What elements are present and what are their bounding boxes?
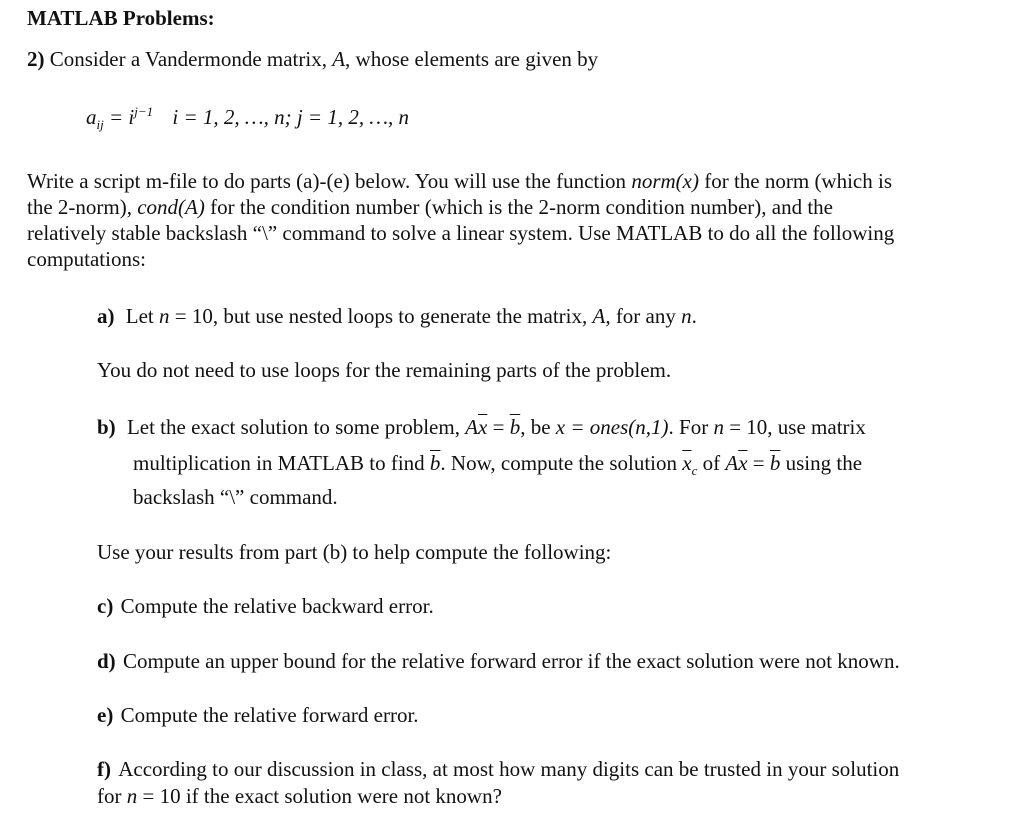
problem-number: 2) xyxy=(27,47,45,71)
matrix-symbol: A xyxy=(332,47,346,71)
no-loops-note: You do not need to use loops for the remaining parts of the problem. xyxy=(97,358,672,382)
vector-x-c: $\overline{x}$ xyxy=(682,451,692,475)
part-text: Let the exact solution to some problem, xyxy=(126,415,466,439)
part-text: of xyxy=(697,451,726,475)
vector-b: $\overline{b}$ xyxy=(769,451,781,475)
part-text: for xyxy=(97,784,127,808)
para-text: for the norm (which is xyxy=(698,169,893,193)
part-text: = 10, use matrix xyxy=(723,415,866,439)
part-text: Let xyxy=(125,304,159,328)
subscript-c: c xyxy=(691,463,698,479)
part-text: = xyxy=(747,451,770,475)
para-text: computations: xyxy=(27,247,146,271)
var-n: n xyxy=(681,304,692,328)
para-text: Write a script m-file to do parts (a)-(e) below. You will use the function xyxy=(27,169,632,193)
var-A: A xyxy=(592,304,606,328)
part-text: . For xyxy=(668,415,714,439)
part-d xyxy=(97,648,900,674)
part-text: using the xyxy=(780,451,863,475)
var-n: n xyxy=(126,784,138,808)
cond-function: cond(A) xyxy=(137,195,205,219)
var-n: n xyxy=(158,304,170,328)
part-text: Compute the relative backward error. xyxy=(120,594,434,618)
para-text: the 2-norm), xyxy=(27,195,138,219)
page-title: MATLAB Problems: xyxy=(27,6,215,30)
formula-exponent: j−1 xyxy=(134,104,154,119)
part-b xyxy=(97,414,866,440)
part-text: , be xyxy=(520,415,556,439)
part-label: b) xyxy=(97,415,116,439)
vector-x: $\overline{x}$ xyxy=(738,451,748,475)
vector-b: $\overline{b}$ xyxy=(429,451,441,475)
part-b-line-3: backslash “\” command. xyxy=(133,485,338,509)
part-a xyxy=(97,303,697,329)
part-label: f) xyxy=(97,757,111,781)
part-b-line-2 xyxy=(133,450,863,479)
part-c xyxy=(97,593,434,619)
formula-subscript: ij xyxy=(96,117,104,133)
problem-intro-tail: , whose elements are given by xyxy=(345,47,599,71)
problem-statement xyxy=(27,46,598,72)
var-A: A xyxy=(725,451,739,475)
part-label: e) xyxy=(97,703,114,727)
formula-lhs: a xyxy=(86,105,97,129)
formula-eq: = i xyxy=(103,105,135,129)
part-text: = 10, but use nested loops to generate the matrix, xyxy=(169,304,593,328)
instructions-paragraph xyxy=(27,168,1012,272)
part-f-line-2 xyxy=(97,783,502,809)
ones-expression: x = ones(n,1) xyxy=(555,415,669,439)
part-text: . xyxy=(691,304,697,328)
vandermonde-formula xyxy=(86,104,409,133)
part-f xyxy=(97,756,899,782)
part-text: , for any xyxy=(605,304,682,328)
part-label: d) xyxy=(97,649,116,673)
part-text: multiplication in MATLAB to find xyxy=(133,451,430,475)
part-text: = 10 if the exact solution were not known? xyxy=(137,784,502,808)
part-label: a) xyxy=(97,304,115,328)
part-label: c) xyxy=(97,594,114,618)
part-e xyxy=(97,702,419,728)
use-results-note: Use your results from part (b) to help compute the following: xyxy=(97,540,612,564)
var-A: A xyxy=(465,415,479,439)
para-text: relatively stable backslash “\” command to solve a linear system. Use MATLAB to do all the following xyxy=(27,221,895,245)
formula-range-i: i = 1, 2, …, n; xyxy=(172,105,292,129)
part-text: Compute an upper bound for the relative forward error if the exact solution were not known. xyxy=(122,649,900,673)
part-text: According to our discussion in class, at most how many digits can be trusted in your solution xyxy=(118,757,900,781)
part-text: Compute the relative forward error. xyxy=(120,703,419,727)
part-text: = xyxy=(487,415,510,439)
problem-intro: Consider a Vandermonde matrix, xyxy=(49,47,333,71)
vector-b: $\overline{b}$ xyxy=(509,415,521,439)
formula-range-j: j = 1, 2, …, n xyxy=(296,105,409,129)
part-text: . Now, compute the solution xyxy=(440,451,683,475)
vector-x: $\overline{x}$ xyxy=(478,415,488,439)
var-n: n xyxy=(713,415,724,439)
norm-function: norm(x) xyxy=(631,169,699,193)
para-text: for the condition number (which is the 2-norm condition number), and the xyxy=(204,195,833,219)
